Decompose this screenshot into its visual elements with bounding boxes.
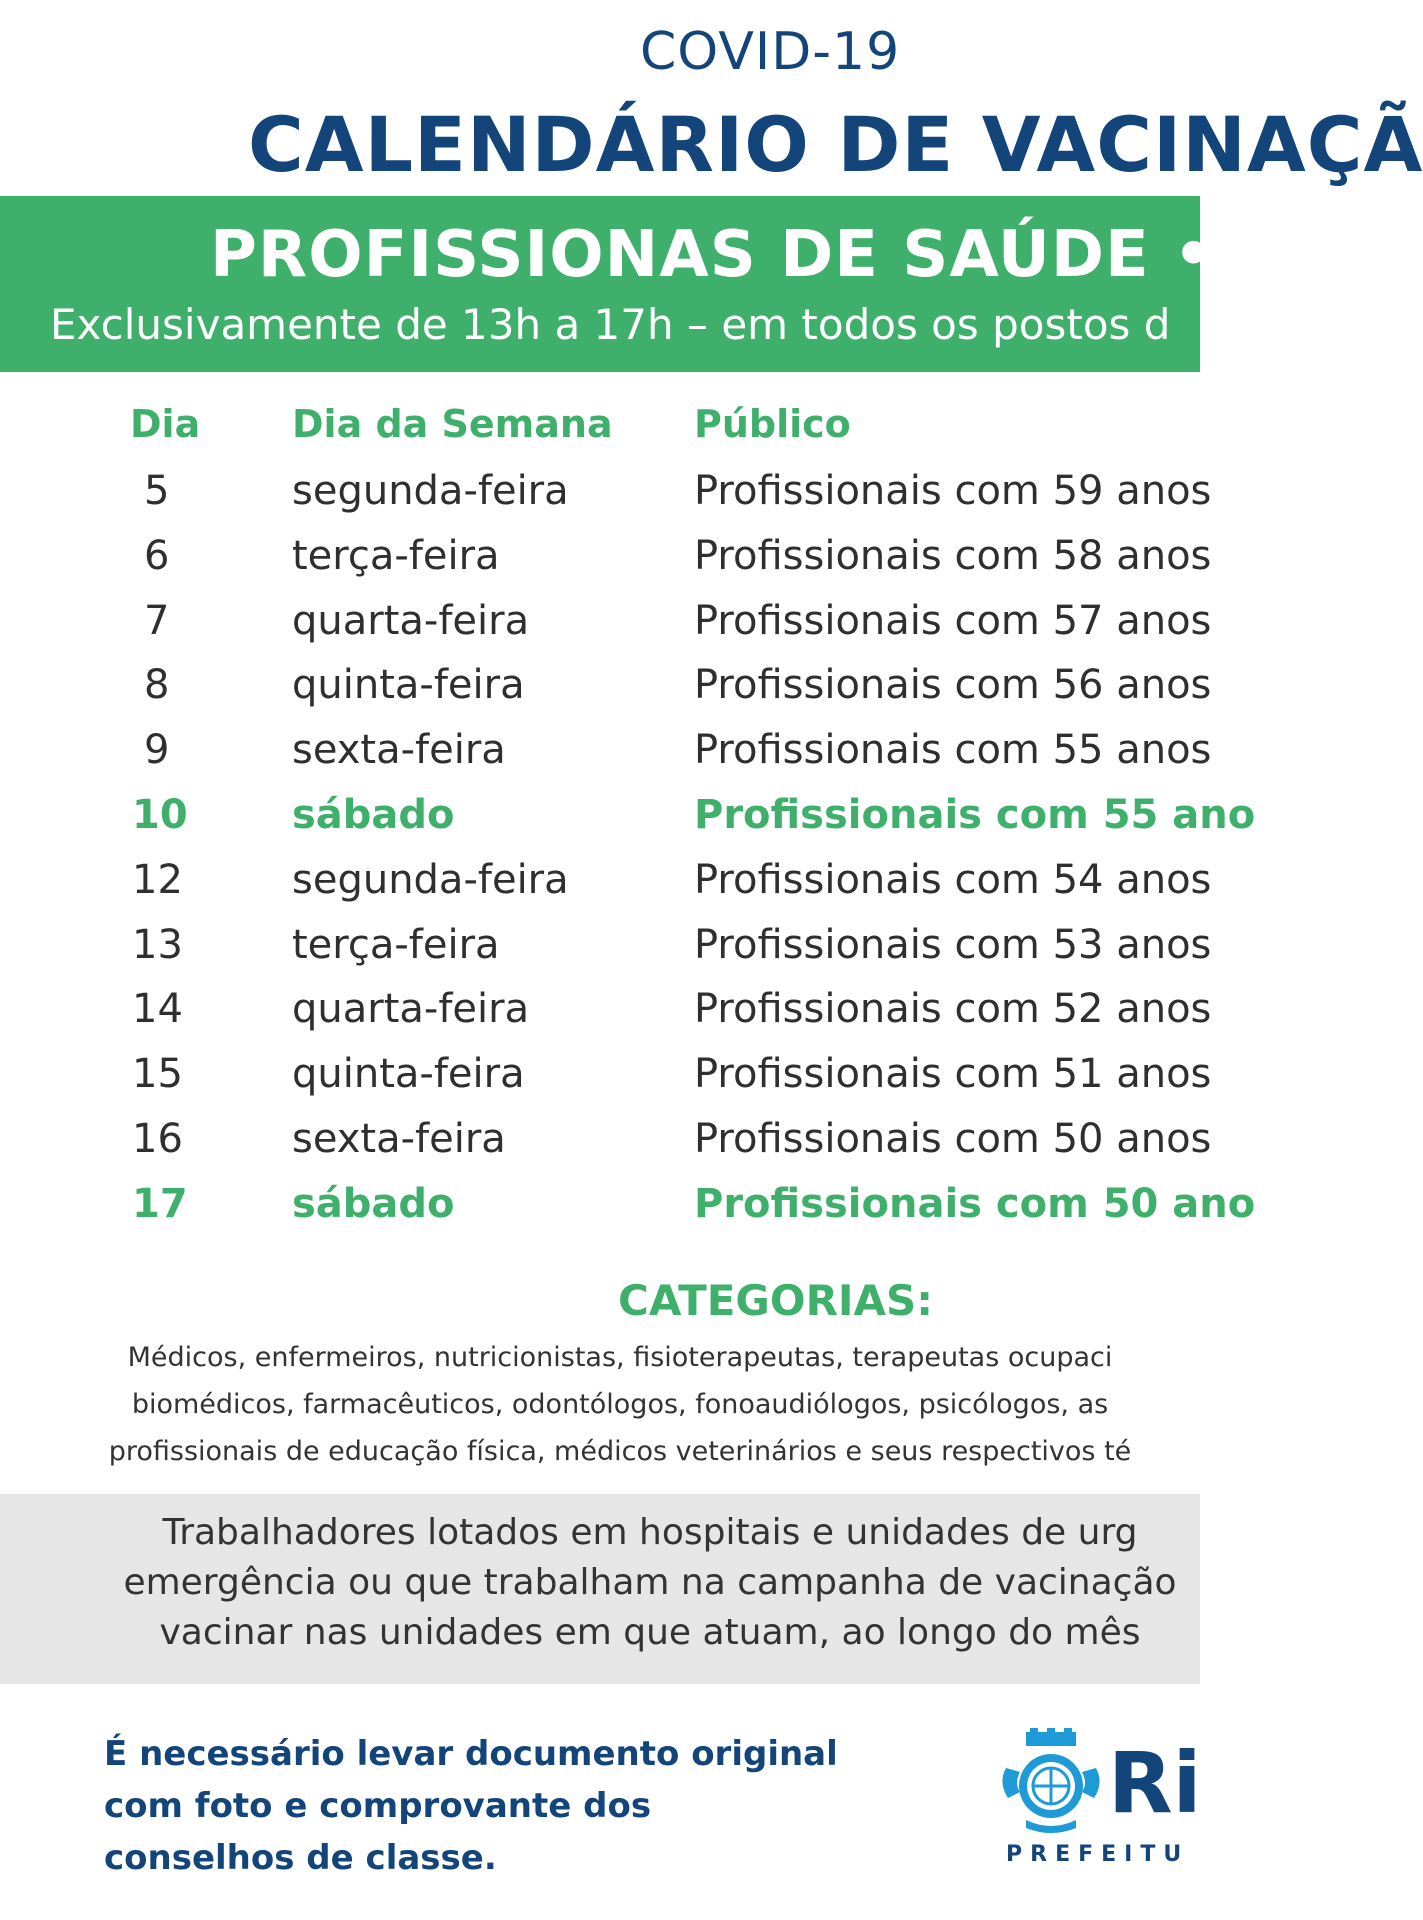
cell-dia: 6	[144, 533, 170, 579]
table-row	[0, 792, 1256, 856]
cell-publico: Profissionais com 55 ano	[694, 792, 1256, 838]
table-row	[0, 662, 1212, 726]
note-line: conselhos de classe.	[104, 1838, 497, 1878]
cell-publico: Profissionais com 52 anos	[694, 986, 1212, 1032]
cell-dia-semana: segunda-feira	[292, 468, 569, 514]
cell-dia-semana: quinta-feira	[292, 1051, 525, 1097]
cell-publico: Profissionais com 58 anos	[694, 533, 1212, 579]
table-row	[0, 468, 1212, 532]
banner-title: PROFISSIONAS DE SAÚDE • AB	[210, 218, 1339, 292]
cell-publico: Profissionais com 50 ano	[694, 1181, 1256, 1227]
banner-subtitle: Exclusivamente de 13h a 17h – em todos os postos d	[50, 300, 1171, 349]
note-line: É necessário levar documento original	[104, 1734, 838, 1774]
document-requirement-note	[104, 1728, 838, 1884]
cell-dia: 16	[132, 1116, 183, 1162]
cell-publico: Profissionais com 59 anos	[694, 468, 1212, 514]
cell-dia: 15	[132, 1051, 183, 1097]
categorias-line: biomédicos, farmacêuticos, odontólogos, fonoaudiólogos, psicólogos, as	[131, 1389, 1109, 1420]
cell-dia-semana: quarta-feira	[292, 598, 530, 644]
notice-line: emergência ou que trabalham na campanha de vacinação	[123, 1562, 1177, 1603]
cell-publico: Profissionais com 51 anos	[694, 1051, 1212, 1097]
notice-text	[100, 1508, 1200, 1658]
categorias-text	[40, 1334, 1200, 1475]
header-subtitle: COVID-19	[640, 22, 901, 82]
cell-dia-semana: sábado	[292, 792, 455, 838]
table-row	[0, 1181, 1256, 1245]
cell-dia-semana: terça-feira	[292, 922, 500, 968]
logo-subtitle: PREFEITU	[1006, 1842, 1190, 1867]
cell-dia-semana: sexta-feira	[292, 727, 506, 773]
categorias-title: CATEGORIAS:	[618, 1276, 934, 1325]
cell-dia: 13	[132, 922, 183, 968]
cell-publico: Profissionais com 57 anos	[694, 598, 1212, 644]
column-header-dia: Dia	[130, 402, 201, 446]
column-header-semana: Dia da Semana	[292, 402, 613, 446]
cell-publico: Profissionais com 55 anos	[694, 727, 1212, 773]
cell-dia: 5	[144, 468, 170, 514]
cell-dia: 7	[144, 598, 170, 644]
table-row	[0, 598, 1212, 662]
table-row	[0, 533, 1212, 597]
table-row	[0, 1116, 1212, 1180]
categorias-line: profissionais de educação física, médicos veterinários e seus respectivos té	[108, 1436, 1132, 1467]
cell-dia: 12	[132, 857, 183, 903]
cell-publico: Profissionais com 50 anos	[694, 1116, 1212, 1162]
city-crest-icon	[996, 1728, 1106, 1838]
header-title: CALENDÁRIO DE VACINAÇÃ	[248, 100, 1423, 189]
cell-dia-semana: terça-feira	[292, 533, 500, 579]
notice-line: Trabalhadores lotados em hospitais e unidades de urg	[162, 1512, 1138, 1553]
cell-dia: 17	[132, 1181, 188, 1227]
cell-publico: Profissionais com 53 anos	[694, 922, 1212, 968]
cell-dia-semana: sábado	[292, 1181, 455, 1227]
cell-dia: 8	[144, 662, 170, 708]
cell-dia-semana: sexta-feira	[292, 1116, 506, 1162]
cell-dia-semana: quarta-feira	[292, 986, 530, 1032]
categorias-line: Médicos, enfermeiros, nutricionistas, fisioterapeutas, terapeutas ocupaci	[127, 1342, 1113, 1373]
table-row	[0, 727, 1212, 791]
notice-line: vacinar nas unidades em que atuam, ao longo do mês	[159, 1612, 1141, 1653]
table-row	[0, 1051, 1212, 1115]
cell-dia-semana: quinta-feira	[292, 662, 525, 708]
cell-dia-semana: segunda-feira	[292, 857, 569, 903]
cell-publico: Profissionais com 56 anos	[694, 662, 1212, 708]
cell-dia: 10	[132, 792, 188, 838]
note-line: com foto e comprovante dos	[104, 1786, 652, 1826]
table-row	[0, 857, 1212, 921]
table-row	[0, 922, 1212, 986]
cell-publico: Profissionais com 54 anos	[694, 857, 1212, 903]
logo-wordmark: Ri	[1108, 1734, 1202, 1832]
column-header-publico: Público	[694, 402, 851, 446]
cell-dia: 14	[132, 986, 183, 1032]
cell-dia: 9	[144, 727, 170, 773]
table-row	[0, 986, 1212, 1050]
